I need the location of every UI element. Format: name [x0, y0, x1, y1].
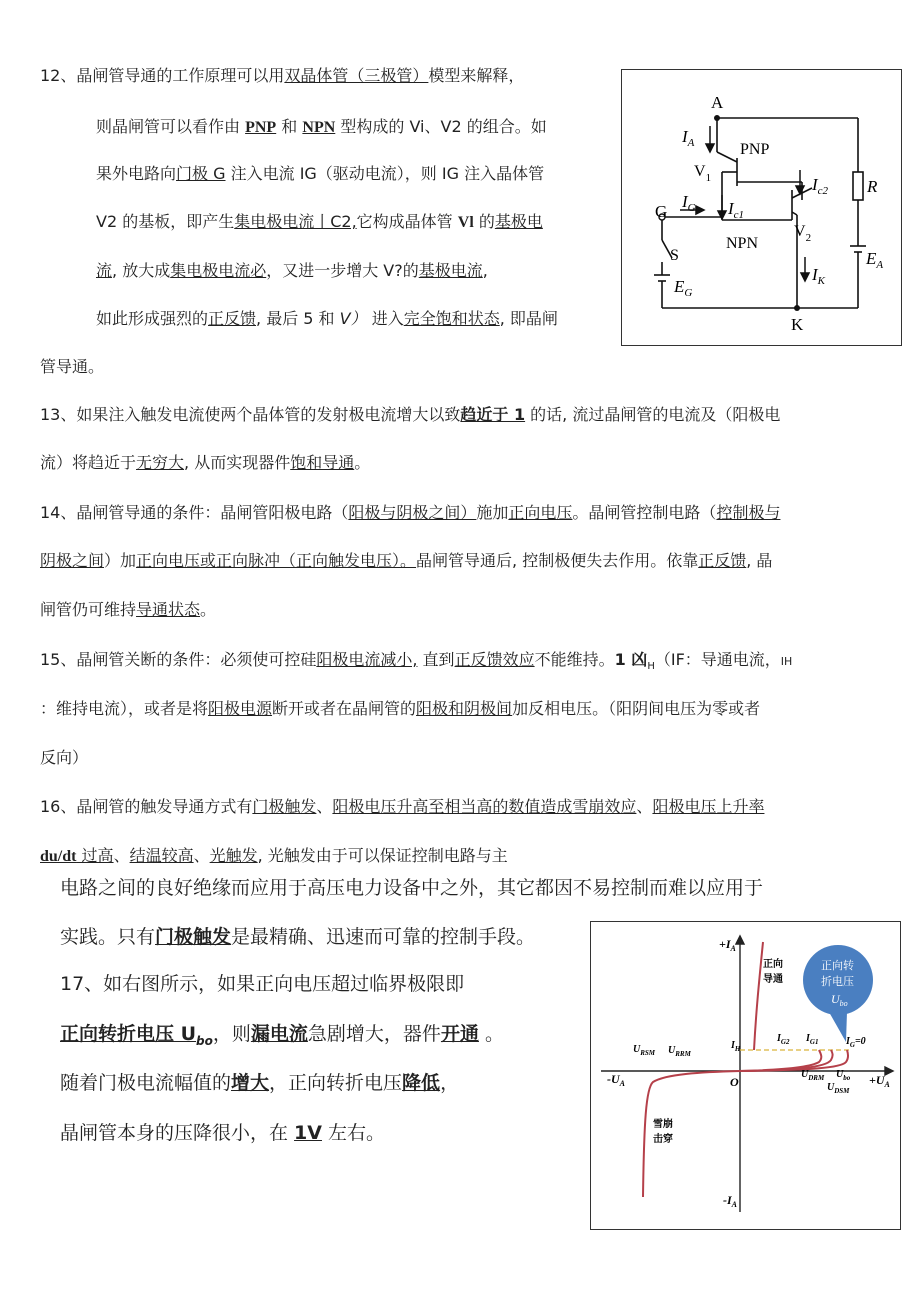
underlined-term: 结温较高	[129, 846, 194, 865]
label-v2: $V_2$	[794, 223, 812, 244]
s17-line3	[60, 1071, 459, 1095]
text: 随着门极电流幅值的	[60, 1072, 232, 1094]
label-ig2: $I_{G2}$	[777, 1033, 790, 1046]
underlined-term: 阴极之间	[40, 551, 105, 570]
text: ，	[440, 1072, 460, 1094]
underlined-term: 集电极电流必	[170, 261, 267, 280]
text: 13、如果注入触发电流使两个晶体管的发射极电流增大以致	[40, 405, 461, 424]
s13-line2	[40, 453, 370, 473]
forward-conduction-curve	[754, 942, 763, 1050]
text: 模型来解释，	[428, 66, 525, 85]
text: IH	[780, 655, 793, 668]
text: 。晶闸管控制电路（	[572, 503, 717, 522]
text: ）加	[104, 551, 137, 570]
underlined-term: 增大	[231, 1072, 270, 1094]
text: 直到	[417, 650, 455, 669]
text: 流）将趋近于	[40, 453, 137, 472]
text: 闸管仍可维持	[40, 600, 137, 619]
bubble-text-3: $U_{bo}$	[831, 992, 848, 1008]
label-ih: $I_H$	[731, 1040, 741, 1053]
text: ，则	[212, 1023, 251, 1045]
underlined-term: 趋近于 1	[460, 405, 526, 424]
text: 、	[193, 846, 210, 865]
underlined-term: 开通	[440, 1023, 479, 1045]
text: 、	[636, 797, 653, 816]
bubble-text-1: 正向转	[821, 959, 854, 972]
label-ic2: $I_{c2}$	[812, 175, 829, 197]
text: 的	[473, 212, 495, 231]
text: 进入	[366, 309, 404, 328]
text: 则晶闸管可以看作由	[96, 117, 246, 136]
s14-line3	[40, 600, 216, 620]
text: 左右。	[321, 1122, 386, 1144]
text: 。	[478, 1023, 504, 1045]
label-ig: $I_G$	[682, 192, 696, 214]
label-ik: $I_K$	[812, 265, 826, 287]
s17-line1	[60, 972, 464, 996]
s16-line2	[40, 846, 508, 867]
s17-line4	[60, 1121, 385, 1145]
text: 注入电流 IG（驱动电流），则 IG 注入晶体管	[225, 164, 545, 183]
text: ,	[482, 261, 488, 280]
label-ursm: $U_{RSM}$	[633, 1044, 656, 1057]
underlined-term: 饱和导通	[290, 453, 355, 472]
text: 加反相电压。（阳阴间电压为零或者	[512, 699, 761, 718]
underlined-term: 正反馈	[208, 309, 257, 328]
label-avalanche-1: 雪崩	[653, 1119, 673, 1130]
label-a: A	[711, 93, 724, 112]
label-udsm: $U_{DSM}$	[827, 1082, 850, 1095]
s12-line1	[40, 66, 524, 86]
text: 施加	[476, 503, 509, 522]
label-x-pos: $+U_A$	[869, 1073, 890, 1089]
underlined-term	[60, 1023, 213, 1048]
s12-line2	[96, 117, 547, 138]
label-s: S	[670, 247, 679, 264]
underlined-term: 双晶体管（三极管）	[284, 66, 429, 85]
text: V）	[339, 309, 367, 328]
s12-line5	[96, 261, 488, 281]
text: , 晶	[746, 551, 773, 570]
text: V2 的基板，即产生	[96, 212, 235, 231]
text: Vl	[457, 214, 474, 231]
text: 15、晶闸管关断的条件：必须使可控硅	[40, 650, 317, 669]
label-udrm: $U_{DRM}$	[801, 1069, 825, 1082]
thyristor-two-transistor-circuit	[621, 69, 902, 346]
underlined-term: 正反馈效应	[454, 650, 535, 669]
label-r: R	[867, 177, 878, 196]
label-pnp: PNP	[740, 141, 770, 158]
text: 12、晶闸管导通的工作原理可以用	[40, 66, 285, 85]
text: , 光触发由于可以保证控制电路与主	[257, 846, 508, 865]
s16-line4	[60, 925, 535, 949]
circuit-diagram	[622, 70, 901, 345]
text: 管导通。	[40, 357, 105, 376]
underlined-term: 降低	[402, 1072, 441, 1094]
text: 的话, 流过晶闸管的电流及（阳极电	[525, 405, 781, 424]
underlined-term: 集电极电流丨C2,	[234, 212, 357, 231]
underlined-term: PNP	[245, 119, 277, 136]
iv-diagram	[591, 922, 900, 1229]
text: 反向）	[40, 748, 89, 767]
s17-line2	[60, 1022, 504, 1053]
label-x-neg: $-U_A$	[607, 1072, 626, 1088]
text: 型构成的 Vi、V2 的组合。如	[335, 117, 547, 136]
text: 断开或者在晶闸管的	[272, 699, 417, 718]
label-k: K	[791, 315, 804, 334]
underlined-term: 阳极和阴极间	[416, 699, 513, 718]
label-ig1: $I_{G1}$	[806, 1033, 819, 1046]
label-ig0: $I_G=0$	[846, 1036, 866, 1049]
s14-line2	[40, 551, 772, 571]
underlined-term: 阳极电源	[208, 699, 273, 718]
label-v1: $V_1$	[694, 163, 712, 184]
text: 17、如右图所示，如果正向电压超过临界极限即	[60, 973, 465, 995]
text: 晶闸管导通后, 控制极便失去作用。依靠	[416, 551, 699, 570]
label-urrm: $U_{RRM}$	[668, 1045, 691, 1058]
text: （IF：导通电流，	[654, 650, 781, 669]
text: , 从而实现器件	[184, 453, 291, 472]
underlined-term: 阳极与阴极之间）	[348, 503, 477, 522]
text: 、	[316, 797, 333, 816]
text: H	[647, 661, 655, 673]
bubble-pointer	[829, 1012, 847, 1042]
underlined-term: 漏电流	[250, 1023, 308, 1045]
text: 。	[354, 453, 371, 472]
text: , 即晶闸	[499, 309, 558, 328]
underlined-term: 光触发	[209, 846, 258, 865]
text: , 最后 5 和	[256, 309, 340, 328]
text: 1 凶	[614, 650, 648, 669]
label-forward-2: 导通	[763, 974, 783, 985]
text: 不能维持。	[534, 650, 615, 669]
s12-line3	[96, 164, 544, 184]
underlined-term: 阳极电压升高至相当高的数值造成雪崩效应	[332, 797, 637, 816]
text: 。	[200, 600, 217, 619]
s14-line1	[40, 503, 780, 523]
text: 14、晶闸管导通的条件：晶闸管阳极电路（	[40, 503, 349, 522]
underlined-term: 无穷大	[136, 453, 185, 472]
text: 和	[276, 117, 303, 136]
underlined-term: 阳极电流减小,	[316, 650, 418, 669]
s15-line2	[40, 699, 760, 719]
node-a	[714, 115, 720, 121]
text: 、	[113, 846, 130, 865]
underlined-term: 正向电压或正向脉冲（正向触发电压）。	[136, 551, 417, 570]
thyristor-iv-characteristic	[590, 921, 901, 1230]
label-eg: $E_G$	[674, 277, 693, 299]
label-g: G	[655, 202, 668, 221]
text: 如此形成强烈的	[96, 309, 209, 328]
label-y-pos: $+I_A$	[719, 937, 736, 953]
text: 实践。只有	[60, 926, 156, 948]
underlined-term: 控制极与	[716, 503, 781, 522]
underlined-term: 门极触发	[155, 926, 232, 948]
text: ，正向转折电压	[269, 1072, 403, 1094]
label-ubo: $U_{bo}$	[836, 1069, 851, 1082]
underlined-term: 门极 G	[176, 164, 226, 183]
text: 电路之间的良好绝缘而应用于高压电力设备中之外，其它都因不易控制而难以应用于	[60, 877, 764, 899]
label-forward-1: 正向	[763, 959, 783, 970]
s12-line7	[40, 357, 104, 377]
text: 是最精确、迅速而可靠的控制手段。	[231, 926, 536, 948]
underlined-term: 导通状态	[136, 600, 201, 619]
text: 正向转折电压 U	[60, 1023, 197, 1045]
text: 急剧增大，器件	[307, 1023, 441, 1045]
s12-line6	[96, 309, 558, 329]
text: 晶闸管本身的压降很小，在	[60, 1122, 295, 1144]
text: ，又进一步增大 V?的	[266, 261, 419, 280]
s13-line1	[40, 405, 780, 425]
underlined-term: NPN	[302, 119, 336, 136]
underlined-term: 过高	[76, 846, 114, 865]
label-ic1: $I_{c1}$	[728, 199, 745, 221]
underlined-term: 完全饱和状态	[403, 309, 500, 328]
s15-line1	[40, 650, 792, 677]
label-avalanche-2: 击穿	[653, 1134, 673, 1145]
s12-line4	[96, 212, 543, 233]
s16-line3	[60, 876, 763, 900]
bubble-text-2: 折电压	[821, 975, 854, 988]
text: 果外电路向	[96, 164, 177, 183]
s15-line3	[40, 748, 88, 768]
text: bo	[196, 1033, 213, 1048]
text: ：维持电流），或者是将	[40, 699, 209, 718]
underlined-term: 基极电	[494, 212, 543, 231]
underlined-term: 正向电压	[508, 503, 573, 522]
label-origin: O	[730, 1075, 739, 1089]
label-ea: $E_A$	[866, 249, 884, 271]
node-k	[794, 305, 800, 311]
underlined-term: 基极电流	[418, 261, 483, 280]
text: 它构成晶体管	[356, 212, 458, 231]
underlined-term: du/dt	[40, 848, 77, 865]
text: , 放大成	[112, 261, 171, 280]
label-ia: $I_A$	[682, 127, 695, 149]
underlined-term: 正反馈	[698, 551, 747, 570]
s16-line1	[40, 797, 764, 817]
label-npn: NPN	[726, 235, 759, 252]
underlined-term: 门极触发	[252, 797, 317, 816]
underlined-term: 流	[96, 261, 113, 280]
label-y-neg: $-I_A$	[723, 1193, 738, 1209]
text: 16、晶闸管的触发导通方式有	[40, 797, 253, 816]
underlined-term: 阳极电压上升率	[652, 797, 765, 816]
underlined-term: 1V	[294, 1122, 322, 1144]
